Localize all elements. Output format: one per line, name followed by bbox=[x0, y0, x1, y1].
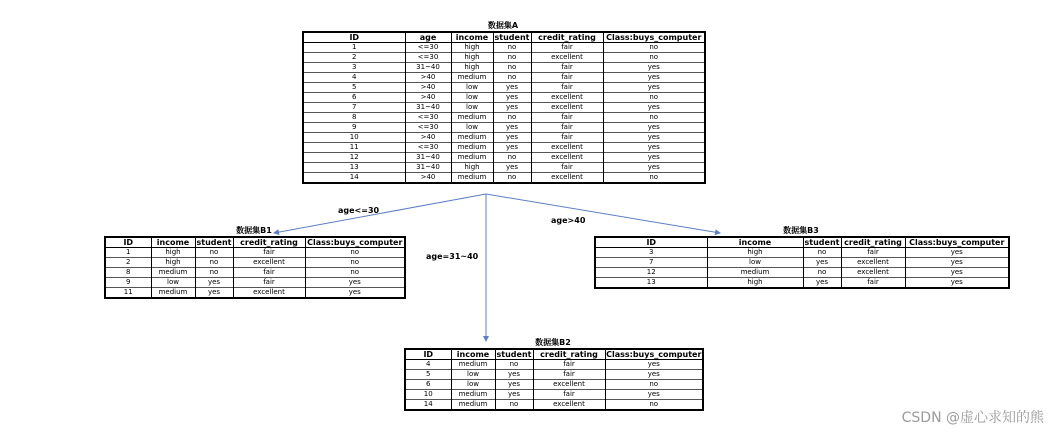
table-cell: low bbox=[451, 83, 493, 93]
table-cell: low bbox=[151, 278, 195, 288]
table-cell: medium bbox=[151, 288, 195, 299]
table-cell: 11 bbox=[105, 288, 151, 299]
table-cell: yes bbox=[493, 133, 531, 143]
table-row bbox=[105, 258, 405, 268]
table-cell: 12 bbox=[595, 268, 707, 278]
table-cell: medium bbox=[451, 360, 495, 370]
table-cell: yes bbox=[195, 278, 233, 288]
table-cell: yes bbox=[493, 93, 531, 103]
table-row bbox=[303, 153, 705, 163]
table-cell: excellent bbox=[531, 143, 603, 153]
table-cell: 13 bbox=[595, 278, 707, 289]
table-cell: 6 bbox=[405, 380, 451, 390]
table-cell: 8 bbox=[303, 113, 405, 123]
table-cell: medium bbox=[451, 400, 495, 411]
table-cell: no bbox=[305, 268, 405, 278]
table-cell: 1 bbox=[303, 43, 405, 53]
table-cell: fair bbox=[531, 163, 603, 173]
table-cell: 12 bbox=[303, 153, 405, 163]
dataset-b1-table bbox=[104, 236, 406, 299]
watermark: CSDN @虚心求知的熊 bbox=[901, 410, 1044, 426]
table-row bbox=[405, 370, 703, 380]
table-cell: no bbox=[493, 173, 531, 184]
table-row bbox=[303, 143, 705, 153]
table-cell: yes bbox=[605, 360, 703, 370]
table-cell: excellent bbox=[841, 258, 905, 268]
column-header: student bbox=[496, 350, 532, 359]
table-cell: 6 bbox=[303, 93, 405, 103]
table-cell: no bbox=[493, 153, 531, 163]
table-cell: no bbox=[493, 53, 531, 63]
table-cell: yes bbox=[305, 288, 405, 299]
table-cell: no bbox=[803, 248, 841, 258]
dataset-b3-title: 数据集B3 bbox=[783, 226, 819, 235]
column-header: student bbox=[494, 33, 530, 42]
table-cell: excellent bbox=[233, 288, 305, 299]
table-cell: 4 bbox=[405, 360, 451, 370]
table-cell: no bbox=[803, 268, 841, 278]
table-cell: no bbox=[603, 43, 705, 53]
column-header: ID bbox=[405, 349, 451, 360]
column-header: income bbox=[451, 349, 495, 360]
column-header: credit_rating bbox=[533, 349, 605, 360]
table-cell: >40 bbox=[405, 83, 451, 93]
table-cell: 8 bbox=[105, 268, 151, 278]
table-cell: 9 bbox=[303, 123, 405, 133]
edge-right-label: age>40 bbox=[551, 216, 586, 225]
table-row bbox=[595, 248, 1009, 258]
table-cell: 4 bbox=[303, 73, 405, 83]
table-cell: high bbox=[707, 278, 803, 289]
table-row bbox=[303, 83, 705, 93]
table-cell: no bbox=[605, 400, 703, 411]
table-cell: <=30 bbox=[405, 143, 451, 153]
table-cell: <=30 bbox=[405, 53, 451, 63]
table-cell: 5 bbox=[405, 370, 451, 380]
table-cell: <=30 bbox=[405, 123, 451, 133]
table-cell: yes bbox=[905, 258, 1009, 268]
column-header: credit_rating bbox=[531, 32, 603, 43]
table-cell: high bbox=[151, 248, 195, 258]
table-cell: medium bbox=[451, 390, 495, 400]
table-cell: no bbox=[305, 258, 405, 268]
table-cell: 7 bbox=[595, 258, 707, 268]
column-header: credit_rating bbox=[841, 237, 905, 248]
column-header: income bbox=[707, 237, 803, 248]
table-row bbox=[303, 133, 705, 143]
table-cell: yes bbox=[493, 163, 531, 173]
table-cell: low bbox=[451, 380, 495, 390]
table-row bbox=[303, 113, 705, 123]
column-header: Class:buys_computer bbox=[905, 237, 1009, 248]
table-cell: yes bbox=[905, 248, 1009, 258]
table-cell: 13 bbox=[303, 163, 405, 173]
table-cell: yes bbox=[905, 268, 1009, 278]
table-cell: 2 bbox=[105, 258, 151, 268]
column-header: ID bbox=[595, 237, 707, 248]
table-cell: yes bbox=[605, 390, 703, 400]
column-header: credit_rating bbox=[233, 237, 305, 248]
table-cell: medium bbox=[451, 143, 493, 153]
table-cell: 31~40 bbox=[405, 163, 451, 173]
edge-middle-label: age=31~40 bbox=[426, 252, 479, 261]
table-cell: excellent bbox=[533, 400, 605, 411]
table-cell: low bbox=[451, 370, 495, 380]
table-cell: excellent bbox=[531, 103, 603, 113]
table-row bbox=[303, 53, 705, 63]
table-row bbox=[303, 103, 705, 113]
table-cell: 5 bbox=[303, 83, 405, 93]
table-cell: no bbox=[493, 43, 531, 53]
table-cell: high bbox=[451, 163, 493, 173]
table-cell: no bbox=[603, 93, 705, 103]
dataset-b2-table bbox=[404, 348, 704, 411]
table-cell: no bbox=[603, 113, 705, 123]
column-header: Class:buys_computer bbox=[606, 350, 702, 359]
table-row bbox=[105, 268, 405, 278]
table-cell: yes bbox=[603, 123, 705, 133]
table-row bbox=[105, 248, 405, 258]
column-header: student bbox=[196, 238, 232, 247]
table-cell: fair bbox=[533, 390, 605, 400]
dataset-b3-table bbox=[594, 236, 1010, 289]
dataset-a-table bbox=[302, 31, 706, 184]
table-cell: yes bbox=[603, 103, 705, 113]
table-row bbox=[303, 43, 705, 53]
column-header: student bbox=[804, 238, 840, 247]
table-cell: <=30 bbox=[405, 113, 451, 123]
table-row bbox=[303, 123, 705, 133]
table-cell: 10 bbox=[405, 390, 451, 400]
table-cell: high bbox=[451, 63, 493, 73]
table-cell: yes bbox=[905, 278, 1009, 289]
column-header: ID bbox=[105, 237, 151, 248]
table-cell: no bbox=[493, 113, 531, 123]
column-header: Class:buys_computer bbox=[305, 237, 405, 248]
table-row bbox=[303, 93, 705, 103]
table-cell: no bbox=[605, 380, 703, 390]
table-cell: medium bbox=[707, 268, 803, 278]
table-cell: yes bbox=[603, 163, 705, 173]
table-cell: 31~40 bbox=[405, 103, 451, 113]
table-cell: fair bbox=[531, 113, 603, 123]
table-cell: no bbox=[195, 258, 233, 268]
table-cell: excellent bbox=[841, 268, 905, 278]
table-cell: 10 bbox=[303, 133, 405, 143]
table-cell: <=30 bbox=[405, 43, 451, 53]
column-header: age bbox=[405, 32, 451, 43]
table-cell: 7 bbox=[303, 103, 405, 113]
table-cell: fair bbox=[841, 248, 905, 258]
table-cell: excellent bbox=[531, 53, 603, 63]
table-cell: medium bbox=[451, 113, 493, 123]
dataset-b3-block bbox=[594, 226, 1008, 289]
table-row bbox=[303, 73, 705, 83]
table-row bbox=[405, 390, 703, 400]
table-cell: yes bbox=[495, 380, 533, 390]
table-row bbox=[595, 258, 1009, 268]
table-row bbox=[405, 400, 703, 411]
column-header: Class:buys_computer bbox=[603, 32, 705, 43]
table-cell: medium bbox=[451, 73, 493, 83]
table-cell: yes bbox=[493, 103, 531, 113]
table-row bbox=[105, 278, 405, 288]
table-cell: fair bbox=[233, 268, 305, 278]
table-cell: fair bbox=[531, 133, 603, 143]
table-cell: 3 bbox=[595, 248, 707, 258]
table-cell: no bbox=[195, 268, 233, 278]
table-cell: >40 bbox=[405, 73, 451, 83]
table-cell: high bbox=[451, 43, 493, 53]
table-cell: 31~40 bbox=[405, 63, 451, 73]
column-header: income bbox=[151, 237, 195, 248]
table-cell: yes bbox=[495, 370, 533, 380]
table-cell: no bbox=[603, 53, 705, 63]
table-cell: >40 bbox=[405, 173, 451, 184]
dataset-a-title: 数据集A bbox=[487, 21, 519, 30]
table-cell: yes bbox=[603, 143, 705, 153]
table-cell: high bbox=[707, 248, 803, 258]
table-cell: yes bbox=[603, 63, 705, 73]
table-cell: medium bbox=[151, 268, 195, 278]
table-cell: yes bbox=[495, 390, 533, 400]
table-row bbox=[303, 63, 705, 73]
table-cell: excellent bbox=[531, 93, 603, 103]
table-cell: yes bbox=[195, 288, 233, 299]
table-cell: fair bbox=[533, 370, 605, 380]
table-cell: yes bbox=[493, 83, 531, 93]
table-row bbox=[595, 268, 1009, 278]
table-row bbox=[105, 288, 405, 299]
edge-left-label: age<=30 bbox=[338, 206, 380, 215]
table-cell: 11 bbox=[303, 143, 405, 153]
table-cell: no bbox=[603, 173, 705, 184]
table-cell: yes bbox=[603, 133, 705, 143]
table-cell: fair bbox=[531, 43, 603, 53]
table-cell: yes bbox=[803, 258, 841, 268]
table-cell: fair bbox=[533, 360, 605, 370]
table-row bbox=[595, 278, 1009, 289]
table-cell: fair bbox=[531, 73, 603, 83]
table-cell: excellent bbox=[233, 258, 305, 268]
table-cell: no bbox=[495, 360, 533, 370]
table-cell: medium bbox=[451, 173, 493, 184]
table-cell: fair bbox=[233, 248, 305, 258]
column-header: income bbox=[451, 32, 493, 43]
table-cell: no bbox=[493, 73, 531, 83]
table-cell: >40 bbox=[405, 93, 451, 103]
dataset-b2-title: 数据集B2 bbox=[535, 338, 571, 347]
table-cell: no bbox=[305, 248, 405, 258]
table-cell: fair bbox=[841, 278, 905, 289]
table-cell: 14 bbox=[405, 400, 451, 411]
table-cell: low bbox=[707, 258, 803, 268]
table-cell: fair bbox=[531, 63, 603, 73]
table-cell: yes bbox=[803, 278, 841, 289]
table-cell: high bbox=[451, 53, 493, 63]
table-cell: yes bbox=[603, 153, 705, 163]
table-cell: 2 bbox=[303, 53, 405, 63]
table-row bbox=[405, 360, 703, 370]
table-cell: no bbox=[195, 248, 233, 258]
table-cell: yes bbox=[493, 143, 531, 153]
table-cell: 3 bbox=[303, 63, 405, 73]
table-cell: 1 bbox=[105, 248, 151, 258]
table-cell: yes bbox=[605, 370, 703, 380]
table-cell: excellent bbox=[533, 380, 605, 390]
table-row bbox=[303, 173, 705, 184]
table-cell: no bbox=[495, 400, 533, 411]
table-cell: yes bbox=[603, 73, 705, 83]
column-header: ID bbox=[303, 32, 405, 43]
table-row bbox=[303, 163, 705, 173]
table-cell: excellent bbox=[531, 153, 603, 163]
table-cell: >40 bbox=[405, 133, 451, 143]
table-cell: yes bbox=[305, 278, 405, 288]
table-cell: high bbox=[151, 258, 195, 268]
table-cell: fair bbox=[531, 83, 603, 93]
table-cell: fair bbox=[233, 278, 305, 288]
table-cell: low bbox=[451, 93, 493, 103]
table-cell: 14 bbox=[303, 173, 405, 184]
dataset-b2-block bbox=[404, 338, 702, 411]
table-cell: low bbox=[451, 123, 493, 133]
table-cell: fair bbox=[531, 123, 603, 133]
table-cell: no bbox=[493, 63, 531, 73]
table-cell: low bbox=[451, 103, 493, 113]
table-cell: 9 bbox=[105, 278, 151, 288]
table-row bbox=[405, 380, 703, 390]
table-cell: excellent bbox=[531, 173, 603, 184]
table-cell: medium bbox=[451, 153, 493, 163]
dataset-a-block bbox=[302, 21, 704, 184]
dataset-b1-title: 数据集B1 bbox=[236, 226, 272, 235]
table-cell: medium bbox=[451, 133, 493, 143]
table-cell: yes bbox=[603, 83, 705, 93]
table-cell: 31~40 bbox=[405, 153, 451, 163]
dataset-b1-block bbox=[104, 226, 404, 299]
table-cell: yes bbox=[493, 123, 531, 133]
